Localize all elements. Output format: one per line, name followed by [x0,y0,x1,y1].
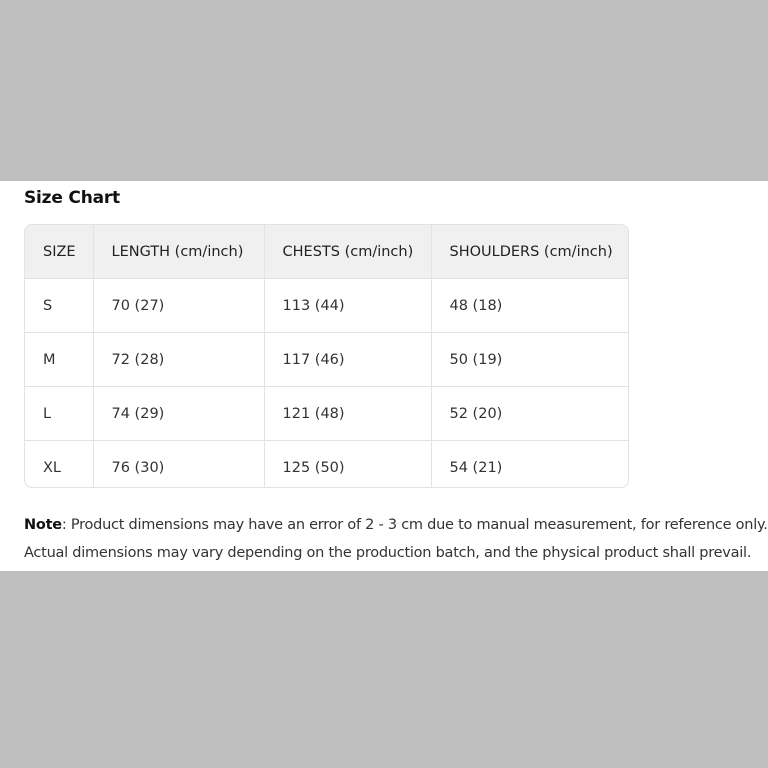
table-row [25,387,628,441]
table-row [25,441,628,489]
cell-shoulders: 50 (19) [431,333,628,387]
cell-size: L [25,387,93,441]
cell-shoulders: 54 (21) [449,459,503,476]
cell-chests: 121 (48) [264,387,431,441]
cell-shoulders: 48 (18) [431,279,628,333]
cell-length: 72 (28) [93,333,264,387]
header-size: SIZE [25,225,93,279]
cell-size: S [25,279,93,333]
table-row [25,333,628,387]
table-row [25,279,628,333]
size-table-container [24,224,629,488]
table-header-row [25,225,628,279]
cell-chests: 117 (46) [264,333,431,387]
note-label: Note [24,517,62,533]
header-shoulders: SHOULDERS (cm/inch) [431,225,628,279]
note-line-1: : Product dimensions may have an error of 2 - 3 cm due to manual measurement, for reference only. [61,517,768,533]
cell-size: XL [25,441,93,489]
cell-shoulders: 52 (20) [431,387,628,441]
header-chests: CHESTS (cm/inch) [264,225,431,279]
cell-chests: 113 (44) [264,279,431,333]
size-chart-panel [0,181,768,571]
cell-length: 74 (29) [93,387,264,441]
cell-size: M [25,333,93,387]
size-table [25,225,628,488]
cell-chests: 125 (50) [264,441,431,489]
cell-length: 76 (30) [93,441,264,489]
header-length: LENGTH (cm/inch) [93,225,264,279]
cell-length: 70 (27) [93,279,264,333]
measurement-note [24,511,768,567]
note-line-2: Actual dimensions may vary depending on the production batch, and the physical product shall prevail. [24,545,752,561]
page-title: Size Chart [24,188,120,208]
